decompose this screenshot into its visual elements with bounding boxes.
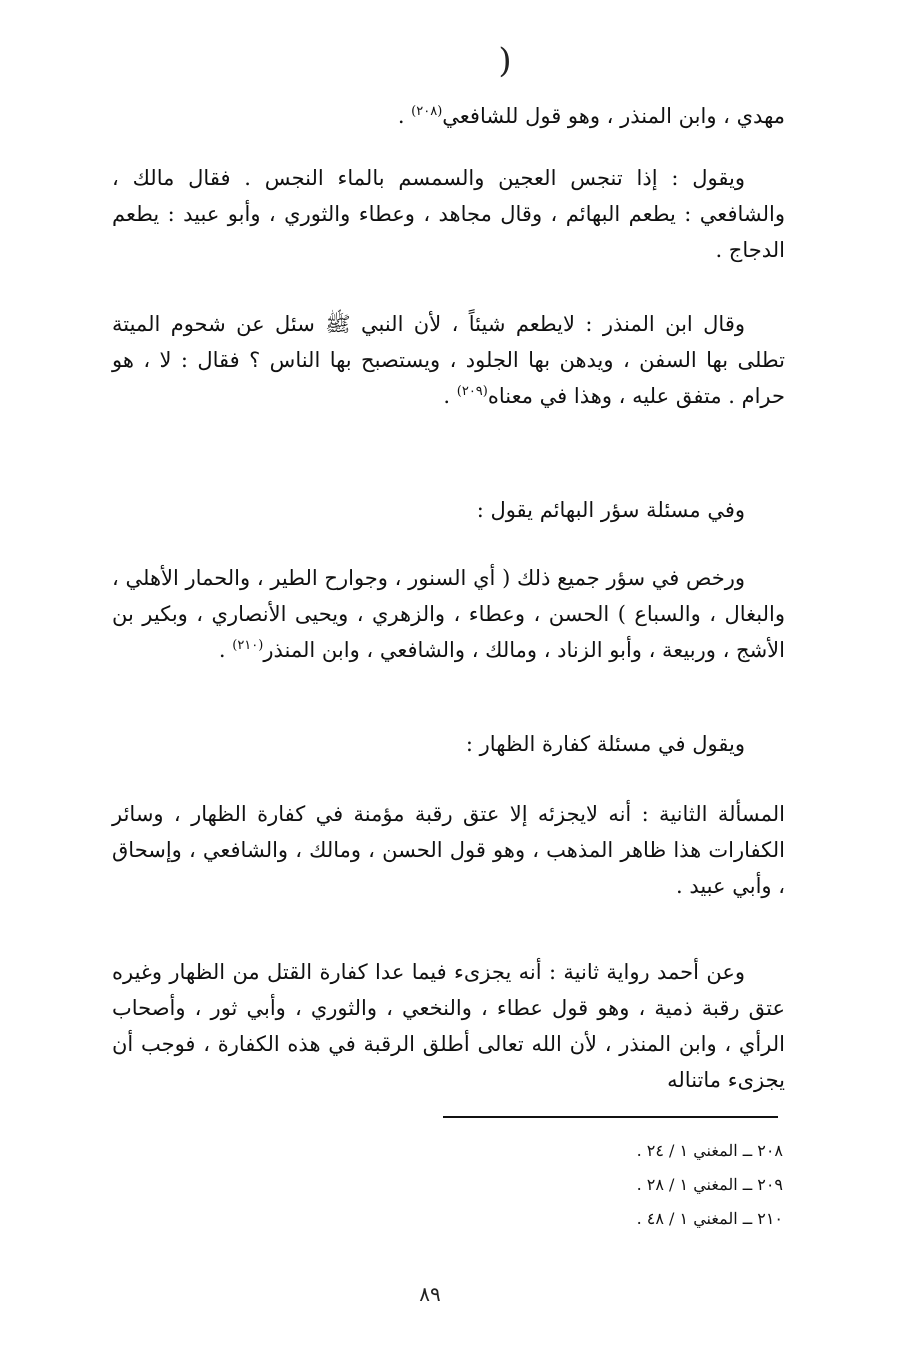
paragraph-5 [112, 560, 785, 668]
paragraph-text: ويقول : إذا تنجس العجين والسمسم بالماء النجس . فقال مالك ، والشافعي : يطعم البهائم ، وقال مجاهد ، وعطاء والثوري ، وأبو عبيد : يطعم الدجاج . [112, 166, 785, 262]
paragraph-text: وعن أحمد رواية ثانية : أنه يجزىء فيما عدا كفارة القتل من الظهار وغيره عتق رقبة ذمية ، وهو قول عطاء ، والنخعي ، والثوري ، وأبي ثور ، وأصحاب الرأي ، وابن المنذر ، لأن الله تعالى أطلق الرقبة في هذه الكفارة ، فوجب أن يجزىء ماتناله [112, 960, 785, 1092]
paragraph-6 [112, 726, 785, 762]
footnotes-list [300, 1134, 783, 1236]
footnote-209: ٢٠٩ ــ المغني ١ / ٢٨ . [636, 1175, 783, 1194]
paragraph-text: ويقول في مسئلة كفارة الظهار : [465, 732, 745, 756]
paragraph-4 [112, 492, 785, 528]
page-number: ٨٩ [419, 1282, 441, 1306]
footnote-ref-209: (٢٠٩) [456, 384, 488, 399]
footnote-ref-210: (٢١٠) [232, 638, 264, 653]
paragraph-3 [112, 306, 785, 414]
paragraph-7 [112, 796, 785, 904]
paragraph-tail: . [218, 638, 233, 662]
footnote-208: ٢٠٨ ــ المغني ١ / ٢٤ . [636, 1141, 783, 1160]
paragraph-8 [112, 954, 785, 1098]
paragraph-text: المسألة الثانية : أنه لايجزئه إلا عتق رقبة مؤمنة في كفارة الظهار ، وسائر الكفارات هذا ظاهر المذهب ، وهو قول الحسن ، ومالك ، والشافعي ، وإسحاق ، وأبي عبيد . [112, 802, 785, 898]
paragraph-text: ورخص في سؤر جميع ذلك ( أي السنور ، وجوارح الطير ، والحمار الأهلي ، والبغال ، والسباع ) الحسن ، وعطاء ، والزهري ، ويحيى الأنصاري ، وبكير بن الأشج ، وربيعة ، وأبو الزناد ، ومالك ، والشافعي ، وابن المنذر [112, 566, 785, 662]
paragraph-tail: . [443, 384, 457, 408]
paragraph-tail: . [397, 104, 412, 128]
paragraph-text: وقال ابن المنذر : لايطعم شيئاً ، لأن النبي ﷺ سئل عن شحوم الميتة تطلى بها السفن ، ويدهن بها الجلود ، ويستصبح بها الناس ؟ فقال : لا ، هو حرام . متفق عليه ، وهذا في معناه [112, 312, 785, 408]
top-parenthesis-mark: ( [498, 41, 512, 81]
paragraph-text: مهدي ، وابن المنذر ، وهو قول للشافعي [442, 104, 785, 128]
footnote-210: ٢١٠ ــ المغني ١ / ٤٨ . [636, 1209, 783, 1228]
paragraph-2 [112, 160, 785, 268]
footnote-divider [443, 1116, 778, 1118]
footnote-ref-208: (٢٠٨) [411, 104, 443, 119]
paragraph-1 [112, 98, 785, 134]
paragraph-text: وفي مسئلة سؤر البهائم يقول : [476, 498, 745, 522]
